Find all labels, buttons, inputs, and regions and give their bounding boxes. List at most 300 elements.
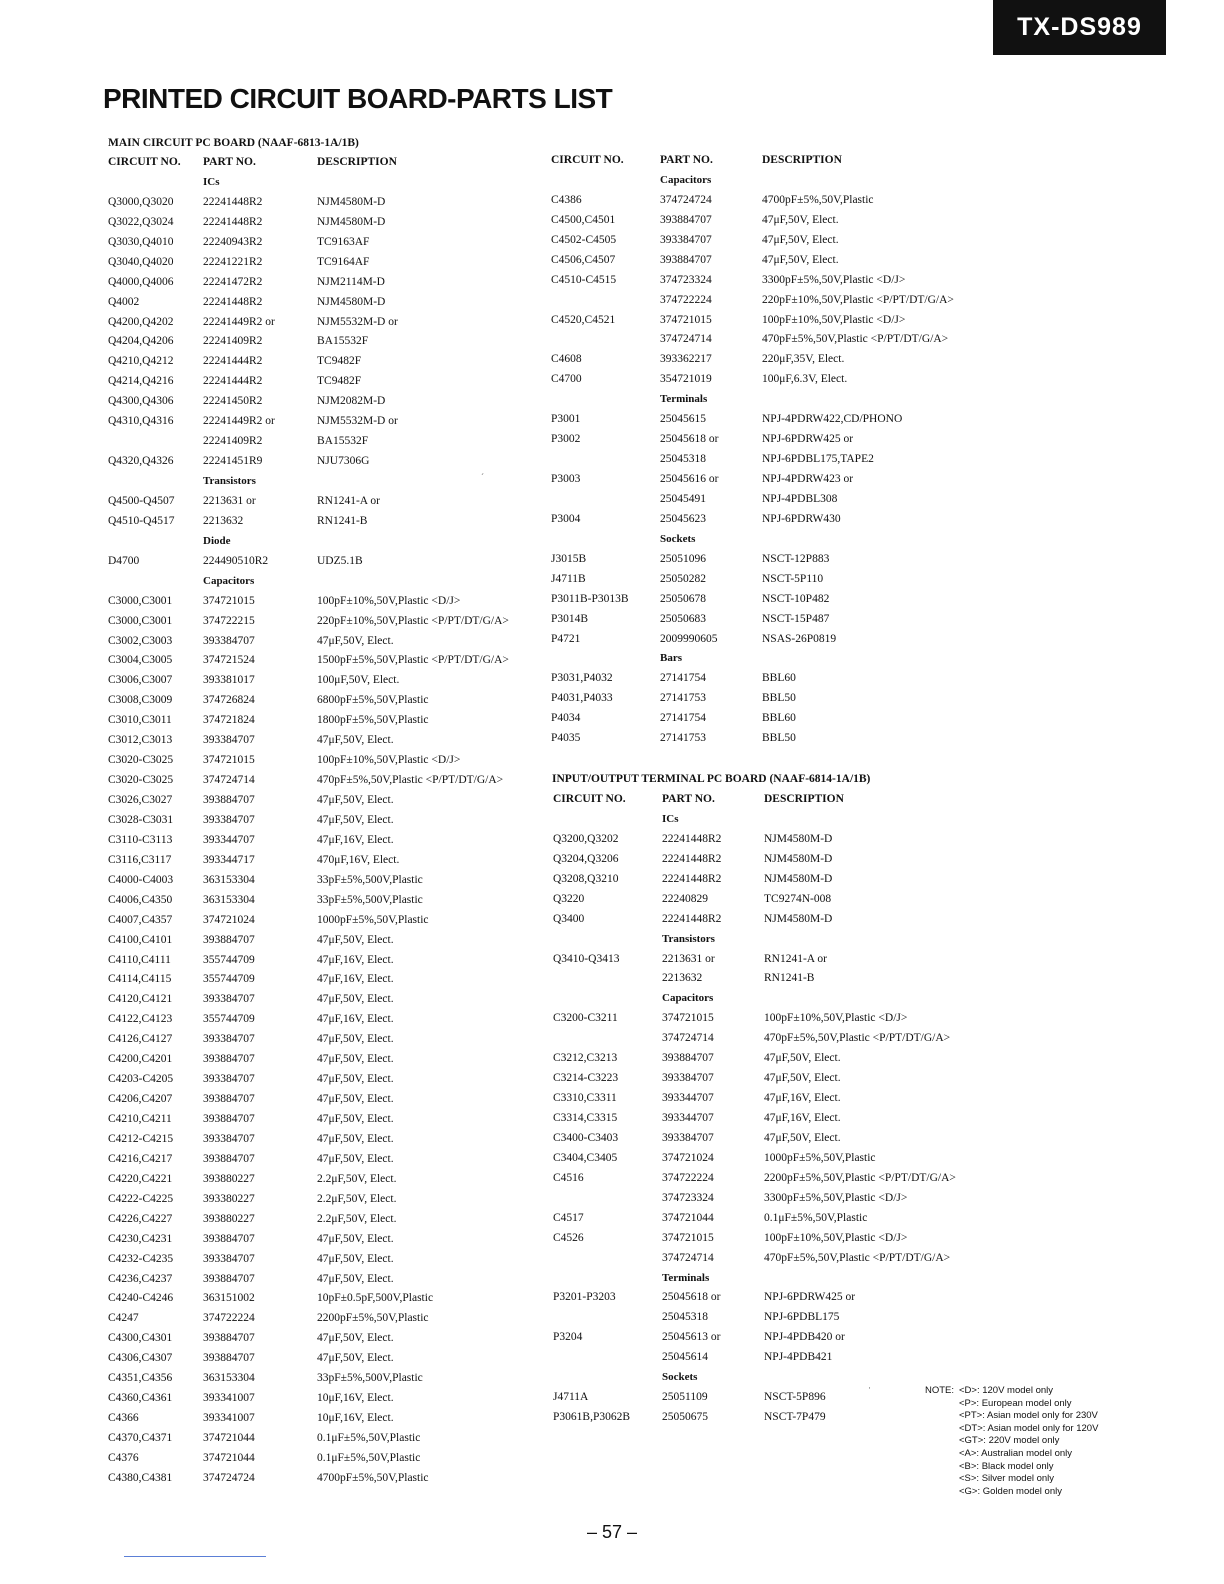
section-heading-row bbox=[551, 530, 981, 550]
part-no: 393884707 bbox=[203, 1113, 255, 1125]
part-row bbox=[551, 490, 981, 510]
io-board-parts-table bbox=[553, 790, 983, 1428]
circuit-no: C4007,C4357 bbox=[108, 913, 173, 926]
part-no: 393344717 bbox=[203, 853, 255, 866]
part-no: 393884707 bbox=[662, 1052, 714, 1065]
description: 33pF±5%,500V,Plastic bbox=[317, 873, 423, 886]
description: RN1241-A or bbox=[764, 952, 827, 965]
part-no: 374724724 bbox=[660, 193, 712, 206]
circuit-no: J4711A bbox=[553, 1391, 589, 1404]
circuit-no: Q3000,Q3020 bbox=[108, 195, 174, 208]
circuit-no: C4006,C4350 bbox=[108, 893, 173, 906]
description: 47μF,50V, Elect. bbox=[317, 1232, 394, 1245]
section-heading-row bbox=[553, 989, 983, 1009]
circuit-no: C4222-C4225 bbox=[108, 1192, 174, 1205]
part-no: 393884707 bbox=[203, 1272, 255, 1285]
part-row bbox=[553, 1109, 983, 1129]
part-no: 25045613 or bbox=[662, 1331, 721, 1344]
description: 100pF±10%,50V,Plastic <D/J> bbox=[317, 594, 461, 607]
description: BA15532F bbox=[317, 435, 369, 448]
part-row bbox=[108, 1449, 548, 1469]
part-no: 374723324 bbox=[660, 273, 712, 286]
circuit-no: P3201-P3203 bbox=[553, 1291, 616, 1304]
part-row bbox=[553, 1388, 983, 1408]
part-row bbox=[108, 1110, 548, 1130]
part-no: 393344707 bbox=[203, 833, 255, 846]
part-row bbox=[108, 552, 548, 572]
circuit-no: C4200,C4201 bbox=[108, 1053, 173, 1066]
part-row bbox=[108, 1389, 548, 1409]
description: NJM4580M-D bbox=[764, 912, 833, 925]
description: TC9164AF bbox=[317, 255, 370, 268]
part-row bbox=[553, 1288, 983, 1308]
part-no: 374721044 bbox=[203, 1432, 255, 1444]
description: 1800pF±5%,50V,Plastic bbox=[317, 714, 429, 727]
part-row bbox=[108, 1329, 548, 1349]
circuit-no: Q4510-Q4517 bbox=[108, 514, 175, 527]
circuit-no: C3314,C3315 bbox=[553, 1112, 618, 1124]
part-no: 393884707 bbox=[203, 1053, 255, 1066]
part-row bbox=[551, 470, 981, 490]
part-no: 374722224 bbox=[662, 1171, 714, 1184]
section-heading: Capacitors bbox=[662, 992, 714, 1005]
part-no: 393884707 bbox=[660, 213, 712, 226]
part-no: 393384707 bbox=[203, 1033, 255, 1046]
part-no: 374721015 bbox=[662, 1231, 714, 1244]
part-no: 393341007 bbox=[203, 1412, 255, 1425]
part-row bbox=[551, 370, 981, 390]
part-row bbox=[108, 1409, 548, 1429]
section-heading-row bbox=[553, 1368, 983, 1388]
part-row bbox=[108, 871, 548, 891]
description: 47μF,50V, Elect. bbox=[317, 634, 394, 647]
description: 2.2μF,50V, Elect. bbox=[317, 1212, 397, 1225]
section-heading: Capacitors bbox=[203, 574, 255, 587]
description: 33pF±5%,500V,Plastic bbox=[317, 1372, 423, 1385]
part-row bbox=[551, 211, 981, 231]
description: NPJ-4PDB420 or bbox=[764, 1331, 845, 1344]
description: 47μF,50V, Elect. bbox=[317, 1332, 394, 1345]
description: 470μF,16V, Elect. bbox=[317, 853, 400, 866]
description: NSCT-7P479 bbox=[764, 1411, 826, 1424]
part-row bbox=[108, 771, 548, 791]
circuit-no: C4376 bbox=[108, 1451, 139, 1464]
part-no: 374724714 bbox=[660, 333, 712, 346]
section-heading: Transistors bbox=[203, 475, 256, 487]
part-no: 374721024 bbox=[203, 913, 255, 926]
description: BBL50 bbox=[762, 732, 796, 745]
circuit-no: Q3022,Q3024 bbox=[108, 215, 174, 228]
section-heading: Capacitors bbox=[660, 173, 712, 186]
circuit-no: C3020-C3025 bbox=[108, 754, 174, 767]
description: 47μF,16V, Elect. bbox=[317, 973, 394, 986]
circuit-no: P3002 bbox=[551, 433, 581, 446]
part-row bbox=[551, 570, 981, 590]
note-item: <D>: 120V model only bbox=[959, 1385, 1054, 1396]
description: 47μF,50V, Elect. bbox=[762, 253, 839, 266]
circuit-no: P3031,P4032 bbox=[551, 672, 613, 685]
description: 47μF,50V, Elect. bbox=[317, 1113, 394, 1125]
circuit-no: Q4300,Q4306 bbox=[108, 395, 174, 408]
circuit-no: P3004 bbox=[551, 512, 581, 525]
description: NPJ-4PDRW423 or bbox=[762, 473, 854, 485]
part-no: 25050683 bbox=[660, 612, 706, 625]
part-no: 393884707 bbox=[203, 1232, 255, 1245]
part-no: 393384707 bbox=[203, 734, 255, 747]
section-heading-row bbox=[551, 171, 981, 191]
part-row bbox=[553, 890, 983, 910]
section-heading: Sockets bbox=[662, 1371, 698, 1384]
description: NSCT-5P110 bbox=[762, 572, 824, 585]
circuit-no: C4700 bbox=[551, 373, 582, 386]
part-no: 25045615 bbox=[660, 413, 706, 426]
section-heading: ICs bbox=[203, 175, 220, 188]
part-row bbox=[108, 1289, 548, 1309]
part-row bbox=[108, 891, 548, 911]
description: NSCT-12P883 bbox=[762, 552, 830, 565]
part-row bbox=[108, 831, 548, 851]
part-row bbox=[108, 970, 548, 990]
part-no: 393362217 bbox=[660, 353, 712, 366]
description: 47μF,50V, Elect. bbox=[317, 993, 394, 1006]
part-no: 393884707 bbox=[203, 1152, 255, 1165]
circuit-no: Q3220 bbox=[553, 892, 585, 905]
part-row bbox=[108, 1130, 548, 1150]
note-item: <DT>: Asian model only for 120V bbox=[959, 1422, 1099, 1434]
part-row bbox=[108, 612, 548, 632]
part-row bbox=[108, 592, 548, 612]
description: 33pF±5%,500V,Plastic bbox=[317, 893, 423, 906]
part-no-header: PART NO. bbox=[662, 793, 715, 805]
part-row bbox=[551, 291, 981, 311]
part-no: 393384707 bbox=[662, 1131, 714, 1144]
part-row bbox=[108, 1090, 548, 1110]
part-row bbox=[551, 191, 981, 211]
circuit-no: C4300,C4301 bbox=[108, 1332, 173, 1345]
circuit-no: C4206,C4207 bbox=[108, 1093, 173, 1106]
part-row bbox=[551, 669, 981, 689]
circuit-no: P3061B,P3062B bbox=[553, 1411, 631, 1424]
part-no: 393344707 bbox=[662, 1092, 714, 1105]
part-no: 22241409R2 bbox=[203, 435, 263, 448]
circuit-no: C4212-C4215 bbox=[108, 1132, 174, 1145]
circuit-no: Q3200,Q3202 bbox=[553, 832, 619, 845]
part-no: 393880227 bbox=[203, 1212, 255, 1225]
description: NSCT-10P482 bbox=[762, 592, 830, 605]
part-no: 224490510R2 bbox=[203, 554, 269, 567]
part-no: 27141754 bbox=[660, 672, 706, 685]
circuit-no: C4110,C4111 bbox=[108, 953, 171, 966]
part-no: 27141753 bbox=[660, 732, 706, 745]
part-no: 374721015 bbox=[203, 754, 255, 767]
circuit-no: C4226,C4227 bbox=[108, 1212, 173, 1225]
circuit-no: C3110-C3113 bbox=[108, 833, 173, 846]
part-no: 2213632 bbox=[203, 514, 244, 527]
part-no: 22240943R2 bbox=[203, 235, 263, 248]
description: NPJ-4PDRW422,CD/PHONO bbox=[762, 413, 903, 426]
part-row bbox=[553, 1229, 983, 1249]
part-row bbox=[108, 931, 548, 951]
part-no: 363153304 bbox=[203, 873, 255, 886]
circuit-no: Q3030,Q4010 bbox=[108, 235, 174, 248]
part-row bbox=[108, 492, 548, 512]
circuit-no: J3015B bbox=[551, 552, 587, 565]
part-row bbox=[108, 1429, 548, 1449]
description: 470pF±5%,50V,Plastic <P/PT/DT/G/A> bbox=[317, 774, 504, 787]
part-row bbox=[551, 271, 981, 291]
description: 1000pF±5%,50V,Plastic bbox=[317, 913, 429, 926]
part-no-header: PART NO. bbox=[203, 156, 256, 168]
part-row bbox=[553, 1189, 983, 1209]
part-no: 374721015 bbox=[203, 594, 255, 607]
description: NJM2082M-D bbox=[317, 395, 386, 408]
part-no: 374723324 bbox=[662, 1191, 714, 1204]
section-heading-row bbox=[108, 173, 548, 193]
part-row bbox=[108, 951, 548, 971]
part-row bbox=[553, 850, 983, 870]
circuit-no: C4351,C4356 bbox=[108, 1372, 173, 1385]
circuit-no: C4240-C4246 bbox=[108, 1292, 174, 1305]
circuit-no: Q3410-Q3413 bbox=[553, 952, 620, 965]
part-no: 2213632 bbox=[662, 972, 703, 985]
circuit-no: J4711B bbox=[551, 572, 586, 585]
section-heading-row bbox=[551, 390, 981, 410]
description: NJM4580M-D bbox=[764, 872, 833, 885]
circuit-no: C4120,C4121 bbox=[108, 993, 173, 1006]
part-no: 22241221R2 bbox=[203, 255, 263, 268]
part-row bbox=[108, 332, 548, 352]
part-row bbox=[108, 1030, 548, 1050]
part-no: 22241448R2 bbox=[203, 215, 263, 228]
section-heading-row bbox=[551, 649, 981, 669]
part-row bbox=[553, 1029, 983, 1049]
part-row bbox=[108, 432, 548, 452]
circuit-no: C3116,C3117 bbox=[108, 853, 172, 866]
section-heading: Transistors bbox=[662, 932, 715, 945]
circuit-no: C4380,C4381 bbox=[108, 1471, 173, 1484]
description: 47μF,16V, Elect. bbox=[764, 1112, 841, 1124]
note-item: <PT>: Asian model only for 230V bbox=[959, 1410, 1098, 1422]
description: NJU7306G bbox=[317, 455, 370, 468]
description: NPJ-4PDBL308 bbox=[762, 492, 838, 505]
circuit-no: C4500,C4501 bbox=[551, 213, 616, 226]
circuit-no: C3002,C3003 bbox=[108, 634, 173, 647]
section-heading: Terminals bbox=[662, 1271, 710, 1284]
part-no: 2213631 or bbox=[662, 952, 715, 965]
part-no: 374724714 bbox=[662, 1251, 714, 1264]
description: 47μF,50V, Elect. bbox=[317, 1093, 394, 1106]
io-board-title: INPUT/OUTPUT TERMINAL PC BOARD (NAAF-6814-1A/1B) bbox=[552, 773, 871, 785]
part-row bbox=[108, 1210, 548, 1230]
part-no: 393884707 bbox=[203, 933, 255, 946]
description: NJM5532M-D or bbox=[317, 315, 398, 328]
description: NJM4580M-D bbox=[317, 195, 386, 208]
part-row bbox=[551, 709, 981, 729]
part-row bbox=[553, 1249, 983, 1269]
circuit-no: C3000,C3001 bbox=[108, 614, 173, 627]
description: 47μF,50V, Elect. bbox=[762, 233, 839, 246]
circuit-no: P3011B-P3013B bbox=[551, 592, 629, 605]
description: 0.1μF±5%,50V,Plastic bbox=[764, 1211, 868, 1224]
part-no: 374721015 bbox=[662, 1012, 714, 1025]
column-header-row bbox=[553, 790, 983, 810]
part-no: 25045618 or bbox=[660, 433, 719, 446]
part-no: 374724714 bbox=[203, 774, 255, 787]
part-row bbox=[108, 1050, 548, 1070]
part-no: 374721524 bbox=[203, 654, 255, 667]
circuit-no: C3004,C3005 bbox=[108, 654, 173, 667]
description: 2200pF±5%,50V,Plastic bbox=[317, 1312, 429, 1325]
part-no: 393884707 bbox=[203, 1332, 255, 1345]
description: TC9482F bbox=[317, 375, 362, 388]
description: 4700pF±5%,50V,Plastic bbox=[317, 1471, 429, 1484]
description-header: DESCRIPTION bbox=[762, 154, 842, 166]
part-row bbox=[108, 811, 548, 831]
circuit-no: P3014B bbox=[551, 612, 589, 625]
circuit-no: C3000,C3001 bbox=[108, 594, 173, 607]
description: 47μF,50V, Elect. bbox=[317, 1352, 394, 1365]
section-heading-row bbox=[108, 532, 548, 552]
part-row bbox=[553, 910, 983, 930]
description: 47μF,50V, Elect. bbox=[317, 1132, 394, 1145]
circuit-no: Q3204,Q3206 bbox=[553, 852, 619, 865]
part-row bbox=[553, 1308, 983, 1328]
circuit-no: C3012,C3013 bbox=[108, 734, 173, 747]
circuit-no: C3400-C3403 bbox=[553, 1131, 619, 1144]
part-no: 393884707 bbox=[203, 1352, 255, 1365]
part-no: 27141753 bbox=[660, 692, 706, 705]
description: 4700pF±5%,50V,Plastic bbox=[762, 193, 874, 206]
part-no: 393344707 bbox=[662, 1112, 714, 1124]
part-row bbox=[108, 392, 548, 412]
description: 47μF,50V, Elect. bbox=[764, 1131, 841, 1144]
part-row bbox=[108, 1170, 548, 1190]
main-board-title: MAIN CIRCUIT PC BOARD (NAAF-6813-1A/1B) bbox=[108, 137, 359, 149]
part-row bbox=[108, 791, 548, 811]
circuit-no: C3214-C3223 bbox=[553, 1072, 619, 1085]
part-row bbox=[108, 911, 548, 931]
part-no: 393384707 bbox=[203, 993, 255, 1006]
part-no: 22241448R2 bbox=[203, 195, 263, 208]
circuit-no: Q4320,Q4326 bbox=[108, 455, 174, 468]
part-no: 25050678 bbox=[660, 592, 706, 605]
part-row bbox=[551, 729, 981, 749]
description: RN1241-B bbox=[317, 514, 368, 527]
circuit-no: P4721 bbox=[551, 632, 581, 645]
description: 220pF±10%,50V,Plastic <P/PT/DT/G/A> bbox=[762, 293, 954, 306]
description: 1000pF±5%,50V,Plastic bbox=[764, 1151, 876, 1164]
description: 47μF,50V, Elect. bbox=[317, 1152, 394, 1165]
part-row bbox=[108, 1070, 548, 1090]
part-no: 25050675 bbox=[662, 1411, 708, 1424]
circuit-no: Q3040,Q4020 bbox=[108, 255, 174, 268]
part-row bbox=[108, 990, 548, 1010]
section-heading-row bbox=[553, 810, 983, 830]
circuit-no: C4114,C4115 bbox=[108, 973, 172, 986]
description: BBL60 bbox=[762, 712, 796, 725]
part-no: 355744709 bbox=[203, 1013, 255, 1026]
description: NPJ-4PDB421 bbox=[764, 1351, 833, 1364]
section-heading: Terminals bbox=[660, 393, 708, 406]
part-row bbox=[108, 313, 548, 333]
part-row bbox=[108, 233, 548, 253]
part-row bbox=[108, 1369, 548, 1389]
column-header-row bbox=[551, 151, 981, 171]
part-row bbox=[108, 691, 548, 711]
part-row bbox=[108, 731, 548, 751]
description: NJM4580M-D bbox=[764, 852, 833, 865]
part-row bbox=[108, 1190, 548, 1210]
part-no: 374724714 bbox=[662, 1032, 714, 1045]
part-row bbox=[553, 1169, 983, 1189]
part-no: 25051109 bbox=[662, 1391, 708, 1404]
circuit-no: C4306,C4307 bbox=[108, 1352, 173, 1365]
part-no: 393380227 bbox=[203, 1192, 255, 1205]
part-row bbox=[551, 311, 981, 331]
part-no: 355744709 bbox=[203, 953, 255, 966]
description: 100pF±10%,50V,Plastic <D/J> bbox=[764, 1231, 908, 1244]
part-row bbox=[108, 193, 548, 213]
circuit-no: C3026,C3027 bbox=[108, 794, 173, 806]
part-row bbox=[108, 352, 548, 372]
part-row bbox=[551, 251, 981, 271]
description: NPJ-6PDRW430 bbox=[762, 512, 841, 525]
part-no: 25050282 bbox=[660, 572, 706, 585]
part-no: 363153304 bbox=[203, 893, 255, 906]
part-row bbox=[108, 1469, 548, 1489]
part-row bbox=[551, 350, 981, 370]
part-row bbox=[108, 851, 548, 871]
part-no: 374722224 bbox=[660, 293, 712, 306]
description: 47μF,50V, Elect. bbox=[317, 813, 394, 826]
description: TC9274N-008 bbox=[764, 892, 832, 905]
page-number: – 57 – bbox=[586, 1522, 638, 1542]
description: 47μF,50V, Elect. bbox=[317, 1073, 394, 1086]
description: NJM5532M-D or bbox=[317, 415, 398, 428]
part-row bbox=[553, 830, 983, 850]
part-row bbox=[553, 1408, 983, 1428]
circuit-no: D4700 bbox=[108, 554, 140, 567]
part-no: 25045623 bbox=[660, 512, 706, 525]
note-item: <A>: Australian model only bbox=[959, 1447, 1073, 1459]
part-no: 22241444R2 bbox=[203, 355, 263, 368]
section-heading: ICs bbox=[662, 812, 679, 825]
circuit-no: C4517 bbox=[553, 1211, 584, 1224]
part-no: 25051096 bbox=[660, 552, 706, 565]
circuit-no: C4220,C4221 bbox=[108, 1172, 173, 1185]
main-board-parts-table-right bbox=[551, 151, 981, 749]
description: 100μF,50V, Elect. bbox=[317, 674, 400, 687]
circuit-no: C4386 bbox=[551, 193, 582, 206]
part-no: 355744709 bbox=[203, 973, 255, 986]
circuit-no: C4203-C4205 bbox=[108, 1073, 174, 1086]
part-no: 393880227 bbox=[203, 1172, 255, 1185]
part-row bbox=[553, 1328, 983, 1348]
note-item: <G>: Golden model only bbox=[959, 1485, 1062, 1497]
description: 6800pF±5%,50V,Plastic bbox=[317, 694, 429, 707]
part-row bbox=[108, 632, 548, 652]
part-no: 374726824 bbox=[203, 694, 255, 707]
circuit-no: C3200-C3211 bbox=[553, 1012, 618, 1025]
note-item: <P>: European model only bbox=[959, 1397, 1072, 1409]
part-row bbox=[551, 410, 981, 430]
part-no: 25045318 bbox=[662, 1311, 708, 1324]
circuit-no: C3008,C3009 bbox=[108, 694, 173, 707]
description: 47μF,50V, Elect. bbox=[317, 1053, 394, 1066]
description: BA15532F bbox=[317, 335, 369, 348]
description: 47μF,50V, Elect. bbox=[317, 734, 394, 747]
part-no: 22240829 bbox=[662, 892, 708, 905]
